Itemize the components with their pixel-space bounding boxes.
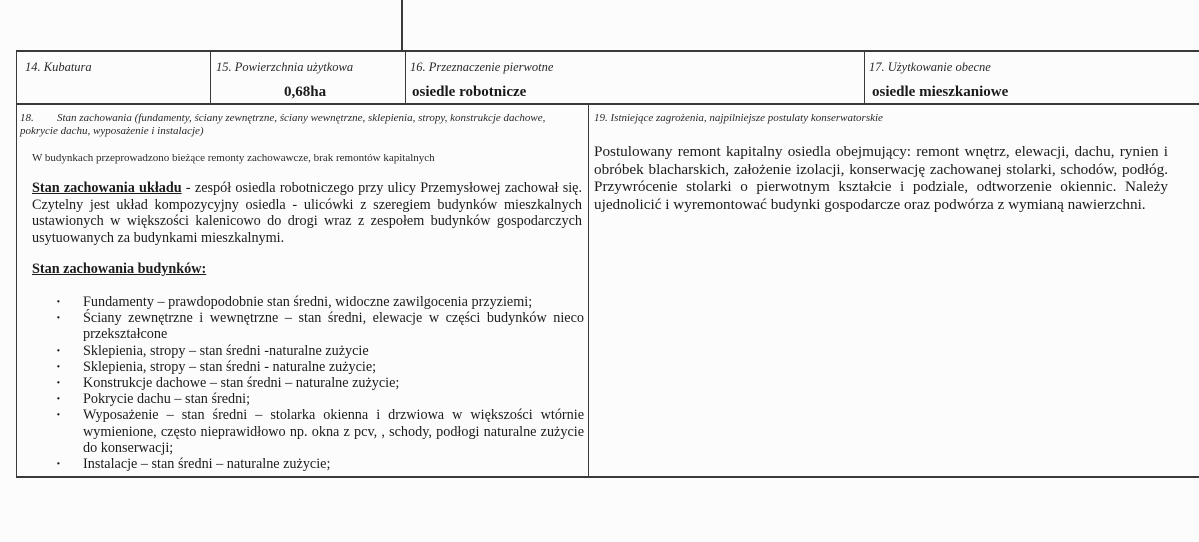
powierzchnia-value: 0,68ha bbox=[284, 84, 327, 100]
list-item: · Instalacje – stan średni – naturalne zużycie; bbox=[56, 456, 584, 472]
list-item: · Wyposażenie – stan średni – stolarka okienna i drzwiowa w większości wtórnie wymienione, często nieprawidłowo np. okna z pcv, , schody, podłogi naturalne zużycie do konserwacji; bbox=[56, 407, 584, 456]
col-divider-15-16 bbox=[405, 51, 406, 104]
list-item: · Fundamenty – prawdopodobnie stan średni, widoczne zawilgocenia przyziemi; bbox=[56, 294, 584, 310]
list-item: · Konstrukcje dachowe – stan średni – naturalne zużycie; bbox=[56, 375, 584, 391]
col-divider-18-19 bbox=[588, 104, 589, 477]
przeznaczenie-value: osiedle robotnicze bbox=[412, 84, 527, 100]
list-item: · Pokrycie dachu – stan średni; bbox=[56, 391, 584, 407]
buildings-list bbox=[56, 294, 584, 472]
uzytkowanie-label: 17. Użytkowanie obecne bbox=[869, 60, 991, 74]
section18-title-line1: Stan zachowania (fundamenty, ściany zewnętrzne, ściany wewnętrzne, sklepienia, stropy, konstrukcje dachowe, bbox=[57, 112, 546, 124]
layout-paragraph bbox=[32, 180, 582, 246]
list-item: · Sklepienia, stropy – stan średni -naturalne zużycie bbox=[56, 343, 584, 359]
kubatura-label: 14. Kubatura bbox=[25, 60, 92, 74]
list-item: · Ściany zewnętrzne i wewnętrzne – stan średni, elewacje w części budynków nieco przekształcone bbox=[56, 310, 584, 342]
przeznaczenie-label: 16. Przeznaczenie pierwotne bbox=[410, 60, 554, 74]
row-top-border bbox=[16, 50, 1199, 52]
list-item: · Sklepienia, stropy – stan średni - naturalne zużycie; bbox=[56, 359, 584, 375]
col-divider-14-15 bbox=[210, 51, 211, 104]
section19-title: 19. Istniejące zagrożenia, najpilniejsze postulaty konserwatorskie bbox=[594, 112, 883, 124]
col-divider-16-17 bbox=[864, 51, 865, 104]
bottom-border bbox=[16, 476, 1199, 478]
layout-text: - zespół osiedla robotniczego przy ulicy Przemysłowej zachował się. Czytelny jest układ kompozycyjny osiedla - ulicówki z szeregiem budynków mieszkalnych ustawionych w większości kalenicowo do drogi wraz z zespołem budynków gospodarczych usytuowanych za budynkami mieszkalnymi. bbox=[32, 180, 583, 246]
powierzchnia-label: 15. Powierzchnia użytkowa bbox=[216, 60, 354, 74]
section18-number: 18. bbox=[20, 112, 34, 124]
layout-heading: Stan zachowania układu bbox=[32, 180, 182, 196]
top-cell-divider bbox=[401, 0, 403, 51]
uzytkowanie-value: osiedle mieszkaniowe bbox=[872, 84, 1009, 100]
section19-paragraph: Postulowany remont kapitalny osiedla obejmujący: remont wnętrz, elewacji, dachu, rynien i obróbek blacharskich, założenie izolacji, konserwację zachowanej stolarki, schodów, podłóg. Przywrócenie stolarki o pierwotnym kształcie i podziale, odtworzenie okiennic. Należy ujednolicić i wyremontować budynki gospodarcze oraz podwórza z wymianą nawierzchni. bbox=[594, 143, 1168, 213]
table-left-border bbox=[16, 50, 17, 478]
section18-note: W budynkach przeprowadzono bieżące remonty zachowawcze, brak remontów kapitalnych bbox=[32, 152, 435, 164]
row-mid-border bbox=[16, 103, 1199, 105]
section18-title-line2: pokrycie dachu, wyposażenie i instalacje) bbox=[20, 125, 204, 137]
buildings-heading: Stan zachowania budynków: bbox=[32, 261, 207, 277]
